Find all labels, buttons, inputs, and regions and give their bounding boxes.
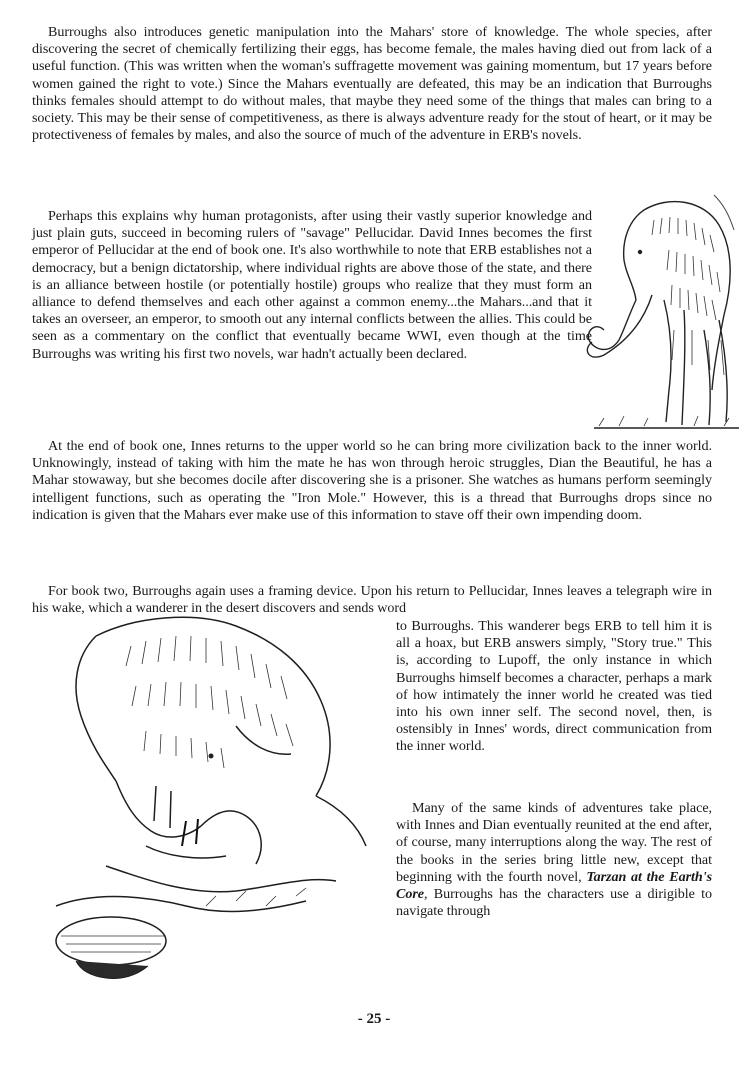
paragraph-book-two-framing: to Burroughs. This wanderer begs ERB to tell him it is all a hoax, but ERB answers simply, "Story true." This is, according to Lupoff, the only instance in which Burroughs himself becomes a character, perhaps a mark of how intimately the inner world he created was tied into his own inner self. The second novel, then, is ostensibly in Innes' words, direct communication from the inner world. bbox=[396, 618, 712, 755]
paragraph-later-books-start: Many of the same kinds of adventures take place, with Innes and Dian eventually reunited at the end after, of course, many interruptions along the way. The rest of the books in the series bring little new, except that beginning with the fourth novel, bbox=[396, 800, 712, 885]
paragraph-book-two-intro: For book two, Burroughs again uses a framing device. Upon his return to Pellucidar, Innes leaves a telegraph wire in his wake, which a wanderer in the desert discovers and sends word bbox=[32, 583, 712, 617]
paragraph-human-protagonists: Perhaps this explains why human protagonists, after using their vastly superior knowledge and just plain guts, succeed in becoming rulers of "savage" Pellucidar. David Innes becomes the first emperor of Pellucidar at the end of book one. It's also worthwhile to note that ERB establishes not a democracy, but a benign dictatorship, where individual rights are above those of the state, and there is an alliance between hostile (or potentially hostile) groups who realize that they must form an alliance to defend themselves and each other against a common enemy...the Mahars...and that it takes an overseer, an emperor, to smooth out any internal conflicts between the allies. This could be seen as a commentary on the conflict that eventually became WWI, even though at the time Burroughs was writing his first two novels, war hadn't actually been declared. bbox=[32, 208, 592, 362]
mammoth-illustration bbox=[574, 190, 744, 438]
paragraph-later-books bbox=[396, 800, 712, 920]
paragraph-mahars-genetics: Burroughs also introduces genetic manipulation into the Mahars' store of knowledge. The whole species, after discovering the secret of chemically fertilizing their eggs, has become female, the males having died out from lack of a useful function. (This was written when the woman's suffragette movement was gaining momentum, but 17 years before women gained the right to vote.) Since the Mahars eventually are defeated, this may be an indication that Burroughs thinks females should attempt to do without males, that maybe they need some of the things that males can bring to a society. This may be their sense of competitiveness, as there is always adventure ready for the stout of heart, or it may be protectiveness of females by males, and also the source of much of the adventure in ERB's novels. bbox=[32, 24, 712, 144]
book-title-tarzan: Tarzan at the Earth's Core bbox=[396, 868, 713, 903]
saber-tooth-beast-illustration bbox=[36, 606, 386, 1000]
paragraph-later-books-end: , Burroughs has the characters use a dirigible to navigate through bbox=[396, 886, 712, 920]
page-number: - 25 - bbox=[357, 1011, 391, 1027]
paragraph-book-one-ending: At the end of book one, Innes returns to the upper world so he can bring more civilization back to the inner world. Unknowingly, instead of taking with him the mate he has won through heroic struggles, Dian the Beautiful, he has a Mahar stowaway, but she becomes docile after discovering she is a prisoner. She watches as humans perform seemingly intelligent functions, such as operating the "Iron Mole." However, this is a thread that Burroughs drops since no indication is given that the Mahars ever make use of this information to stave off their own impending doom. bbox=[32, 438, 712, 523]
